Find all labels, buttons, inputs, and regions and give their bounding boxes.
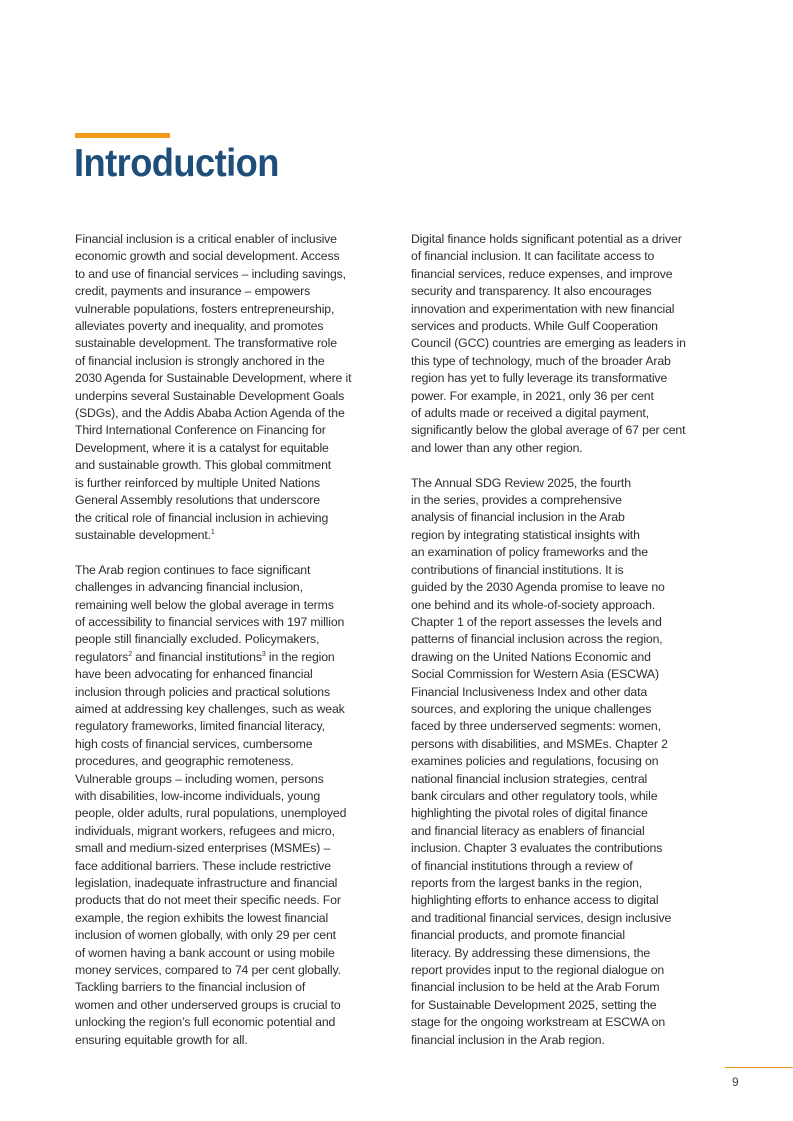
footnote-ref-3[interactable]: 3 bbox=[261, 650, 266, 658]
left-column bbox=[75, 231, 381, 1066]
paragraph-line: Third International Conference on Financing for bbox=[75, 423, 326, 438]
paragraph-line: power. For example, in 2021, only 36 per cent bbox=[411, 388, 654, 403]
paragraph-line: sustainable development. The transformative role bbox=[75, 336, 337, 351]
paragraph-line: Council (GCC) countries are emerging as leaders in bbox=[411, 336, 686, 351]
paragraph-line: of women having a bank account or using mobile bbox=[75, 945, 335, 960]
paragraph-line: vulnerable populations, fosters entrepreneurship, bbox=[75, 301, 335, 316]
paragraph-line: aimed at addressing key challenges, such as weak bbox=[75, 701, 345, 716]
paragraph-line: financial inclusion in the Arab region. bbox=[411, 1032, 605, 1047]
paragraph-line: and financial literacy as enablers of financial bbox=[411, 823, 645, 838]
paragraph-line: The Arab region continues to face significant bbox=[75, 562, 311, 577]
footer-rule bbox=[725, 1067, 793, 1068]
paragraph-line: financial products, and promote financial bbox=[411, 928, 625, 943]
paragraph-line: of accessibility to financial services with 197 million bbox=[75, 614, 345, 629]
paragraph-line: The Annual SDG Review 2025, the fourth bbox=[411, 475, 631, 490]
paragraph-line: Financial Inclusiveness Index and other data bbox=[411, 684, 648, 699]
paragraph-line: to and use of financial services – including savings, bbox=[75, 266, 346, 281]
paragraph-financial-inclusion bbox=[75, 231, 381, 544]
paragraph-line: this type of technology, much of the broader Arab bbox=[411, 353, 671, 368]
paragraph-line: Vulnerable groups – including women, persons bbox=[75, 771, 324, 786]
paragraph-arab-region bbox=[75, 562, 381, 1049]
paragraph-line: Digital finance holds significant potential as a driver bbox=[411, 232, 682, 246]
paragraph-line: inclusion of women globally, with only 29 per cent bbox=[75, 928, 336, 943]
paragraph-line: and sustainable growth. This global commitment bbox=[75, 458, 332, 473]
page-number: 9 bbox=[732, 1075, 739, 1089]
paragraph-line: unlocking the region’s full economic potential and bbox=[75, 1015, 336, 1030]
paragraph-line: General Assembly resolutions that underscore bbox=[75, 493, 320, 508]
paragraph-line: Chapter 1 of the report assesses the levels and bbox=[411, 614, 662, 629]
paragraph-line: of financial institutions through a review of bbox=[411, 858, 633, 873]
paragraph-line: persons with disabilities, and MSMEs. Chapter 2 bbox=[411, 736, 668, 751]
paragraph-digital-finance bbox=[411, 231, 721, 457]
paragraph-line: procedures, and geographic remoteness. bbox=[75, 754, 294, 769]
paragraph-line: (SDGs), and the Addis Ababa Action Agenda of the bbox=[75, 406, 345, 421]
paragraph-line: face additional barriers. These include restrictive bbox=[75, 858, 331, 873]
paragraph-line: financial inclusion to be held at the Arab Forum bbox=[411, 980, 660, 995]
paragraph-line: one behind and its whole-of-society approach. bbox=[411, 597, 656, 612]
paragraph-line: innovation and experimentation with new financial bbox=[411, 301, 675, 316]
paragraph-line: highlighting efforts to enhance access to digital bbox=[411, 893, 659, 908]
paragraph-line: economic growth and social development. Access bbox=[75, 249, 340, 264]
paragraph-line: money services, compared to 74 per cent globally. bbox=[75, 963, 341, 978]
paragraph-line: stage for the ongoing workstream at ESCWA on bbox=[411, 1015, 666, 1030]
paragraph-line: financial services, reduce expenses, and improve bbox=[411, 266, 673, 281]
paragraph-line: with disabilities, low-income individuals, young bbox=[75, 788, 321, 803]
paragraph-line: sustainable development. bbox=[75, 527, 211, 542]
paragraph-line: bank circulars and other regulatory tools, while bbox=[411, 788, 658, 803]
paragraph-text: and financial institutions bbox=[131, 649, 262, 664]
paragraph-line: of adults made or received a digital payment, bbox=[411, 406, 649, 421]
paragraph-line: challenges in advancing financial inclusion, bbox=[75, 580, 303, 595]
paragraph-line: 2030 Agenda for Sustainable Development, where it bbox=[75, 371, 352, 386]
paragraph-line: Tackling barriers to the financial inclusion of bbox=[75, 980, 306, 995]
paragraph-line: the critical role of financial inclusion in achieving bbox=[75, 510, 329, 525]
paragraph-line: inclusion. Chapter 3 evaluates the contributions bbox=[411, 841, 663, 856]
paragraph-line: alleviates poverty and inequality, and promotes bbox=[75, 319, 324, 334]
right-column bbox=[411, 231, 721, 1066]
footnote-ref-1[interactable]: 1 bbox=[210, 528, 215, 536]
paragraph-line: have been advocating for enhanced financial bbox=[75, 667, 313, 682]
title-accent-bar bbox=[75, 133, 170, 138]
paragraph-line: credit, payments and insurance – empowers bbox=[75, 284, 311, 299]
page-title: Introduction bbox=[74, 142, 279, 185]
paragraph-line: and lower than any other region. bbox=[411, 440, 583, 455]
paragraph-line: services and products. While Gulf Cooperation bbox=[411, 319, 658, 334]
paragraph-line: an examination of policy frameworks and the bbox=[411, 545, 648, 560]
paragraph-line: Financial inclusion is a critical enabler of inclusive bbox=[75, 232, 337, 246]
paragraph-line: individuals, migrant workers, refugees and micro, bbox=[75, 823, 335, 838]
paragraph-line: women and other underserved groups is crucial to bbox=[75, 997, 341, 1012]
paragraph-line: region has yet to fully leverage its transformative bbox=[411, 371, 668, 386]
paragraph-line: report provides input to the regional dialogue on bbox=[411, 963, 665, 978]
paragraph-line: national financial inclusion strategies, central bbox=[411, 771, 648, 786]
paragraph-line: significantly below the global average of 67 per cent bbox=[411, 423, 686, 438]
paragraph-line: patterns of financial inclusion across the region, bbox=[411, 632, 663, 647]
paragraph-line: security and transparency. It also encourages bbox=[411, 284, 652, 299]
paragraph-line: example, the region exhibits the lowest financial bbox=[75, 910, 329, 925]
paragraph-line: sources, and exploring the unique challenges bbox=[411, 701, 652, 716]
paragraph-line: guided by the 2030 Agenda promise to leave no bbox=[411, 580, 665, 595]
paragraph-line: regulatory frameworks, limited financial literacy, bbox=[75, 719, 325, 734]
paragraph-line: Development, where it is a catalyst for equitable bbox=[75, 440, 329, 455]
paragraph-line: contributions of financial institutions. It is bbox=[411, 562, 624, 577]
paragraph-line: of financial inclusion. It can facilitate access to bbox=[411, 249, 655, 264]
paragraph-line: for Sustainable Development 2025, setting the bbox=[411, 997, 657, 1012]
paragraph-text: in the region bbox=[265, 649, 335, 664]
paragraph-line: examines policies and regulations, focusing on bbox=[411, 754, 659, 769]
paragraph-line: people, older adults, rural populations, unemployed bbox=[75, 806, 347, 821]
paragraph-line: region by integrating statistical insights with bbox=[411, 527, 640, 542]
paragraph-line: inclusion through policies and practical solutions bbox=[75, 684, 330, 699]
paragraph-line: faced by three underserved segments: women, bbox=[411, 719, 661, 734]
paragraph-line: drawing on the United Nations Economic and bbox=[411, 649, 651, 664]
paragraph-text: regulators bbox=[75, 649, 129, 664]
paragraph-line: literacy. By addressing these dimensions, the bbox=[411, 945, 651, 960]
paragraph-line: legislation, inadequate infrastructure and financial bbox=[75, 876, 338, 891]
paragraph-line: people still financially excluded. Policymakers, bbox=[75, 632, 320, 647]
paragraph-line: Social Commission for Western Asia (ESCWA) bbox=[411, 667, 659, 682]
paragraph-line: ensuring equitable growth for all. bbox=[75, 1032, 248, 1047]
paragraph-line: analysis of financial inclusion in the Arab bbox=[411, 510, 625, 525]
paragraph-line: underpins several Sustainable Development Goals bbox=[75, 388, 345, 403]
paragraph-line: and traditional financial services, design inclusive bbox=[411, 910, 672, 925]
footnote-ref-2[interactable]: 2 bbox=[128, 650, 132, 658]
paragraph-line: high costs of financial services, cumbersome bbox=[75, 736, 313, 751]
paragraph-line: remaining well below the global average in terms bbox=[75, 597, 334, 612]
paragraph-line: of financial inclusion is strongly anchored in the bbox=[75, 353, 325, 368]
paragraph-line: in the series, provides a comprehensive bbox=[411, 493, 622, 508]
paragraph-line: highlighting the pivotal roles of digital finance bbox=[411, 806, 648, 821]
paragraph-sdg-review bbox=[411, 475, 721, 1049]
paragraph-line: is further reinforced by multiple United Nations bbox=[75, 475, 321, 490]
paragraph-line: small and medium-sized enterprises (MSMEs) – bbox=[75, 841, 331, 856]
paragraph-line: reports from the largest banks in the region, bbox=[411, 876, 643, 891]
paragraph-line: products that do not meet their specific needs. For bbox=[75, 893, 341, 908]
